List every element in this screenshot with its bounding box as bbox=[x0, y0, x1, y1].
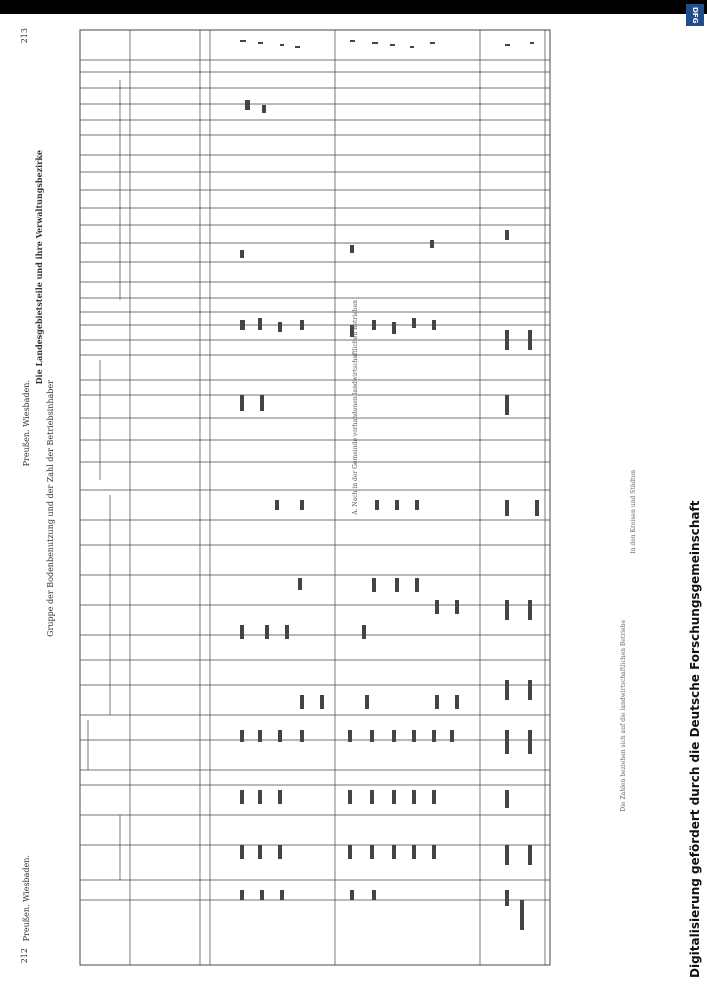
header-lines bbox=[88, 30, 545, 965]
middle-section-note: A. Nach in der Gemeinde vorhandenen landwirtschaftlichen Betrieben bbox=[352, 300, 359, 515]
table-frame bbox=[80, 30, 550, 965]
digitization-credit: Digitalisierung gefördert durch die Deutsche Forschungsgemeinschaft bbox=[688, 500, 702, 978]
running-header-left: Preußen. Wiesbaden. bbox=[22, 855, 31, 942]
table-title: Die Landesgebietsteile und ihre Verwaltungsbezirke bbox=[34, 150, 44, 385]
running-header-right: Preußen. Wiesbaden. bbox=[22, 380, 31, 467]
dfg-logo-icon: DFG bbox=[686, 4, 704, 26]
footnote-secondary: In den Kreisen und Städten bbox=[630, 470, 637, 554]
data-marks bbox=[240, 40, 539, 930]
table-title-right: Gruppe der Bodenbenutzung und der Zahl der Betriebsinhaber bbox=[46, 380, 55, 637]
footnote: Die Zahlen beziehen sich auf die landwirtschaftlichen Betriebe bbox=[620, 620, 627, 812]
page-number-bottom: 212 bbox=[20, 948, 29, 964]
column-lines bbox=[80, 60, 550, 900]
page-number-top: 213 bbox=[20, 28, 29, 44]
